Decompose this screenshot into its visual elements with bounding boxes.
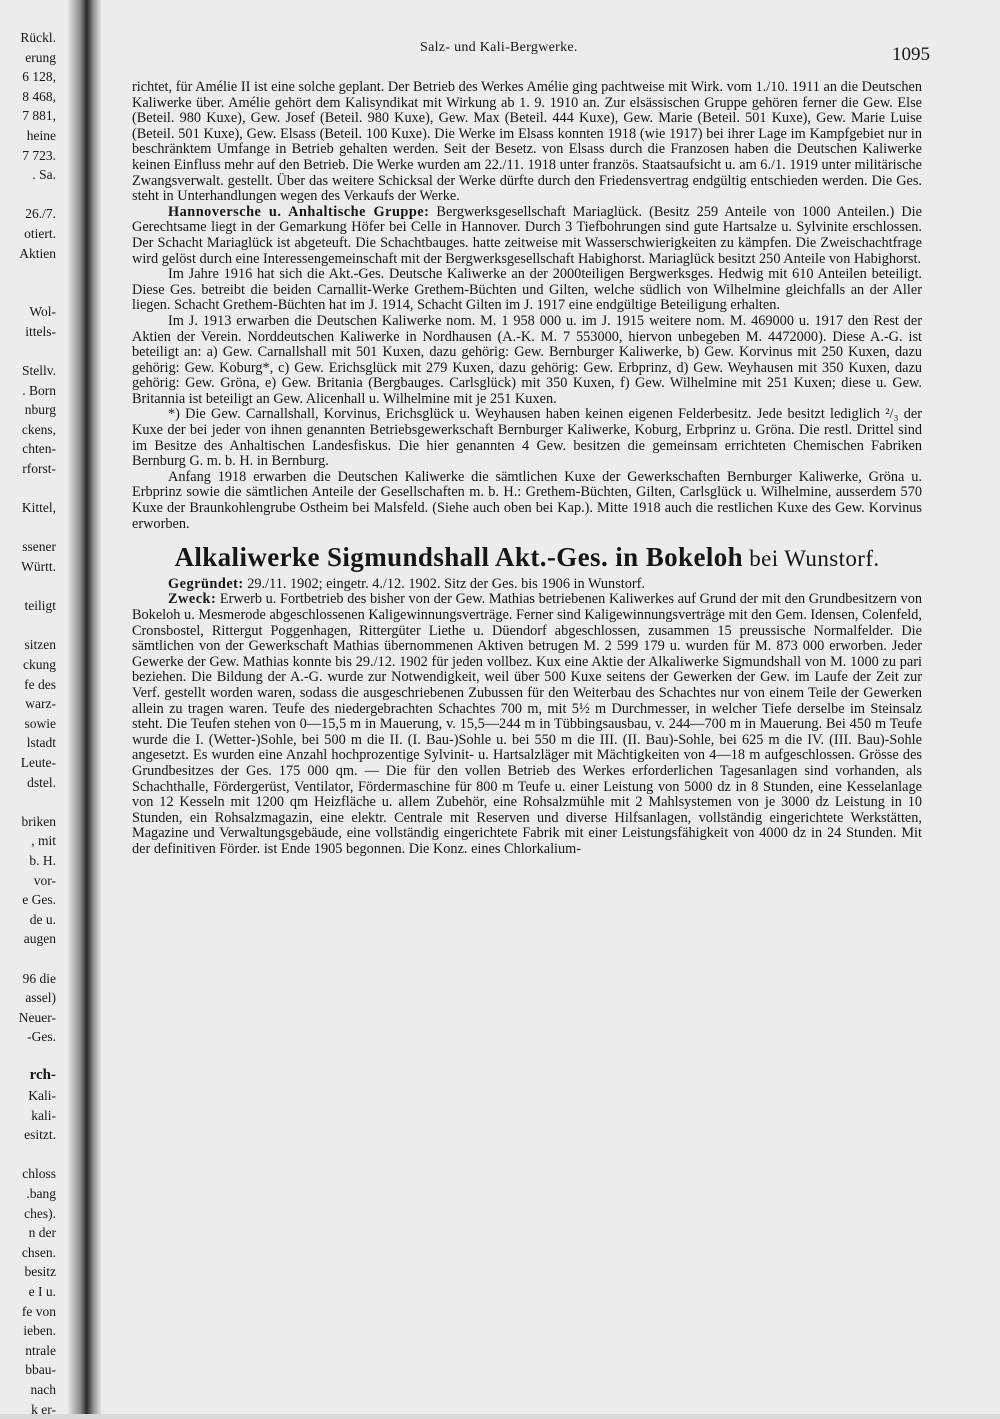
- margin-fragment: teiligt: [24, 598, 56, 614]
- paragraph-hannover-group: Hannoversche u. Anhaltische Gruppe: Bergwerksgesellschaft Mariaglück. (Besitz 259 Anteile von 1000 Anteilen.) Die Gerechtsame liegt in der Gemarkung Höfer bei Celle in Hannover. Durch 3 Tiefbohrungen sind gute Hartsalze u. Sylvinite erschlossen. Der Schacht Mariaglück ist abgeteuft. Die Schachtbauges. hatte zeitweise mit Wasserschwierigkeiten zu kämpfen. Die Zweischachtfrage wird gelöst durch eine Interessengemeinschaft mit der Bergwerksgesellschaft Habighorst. Mariaglück besitzt 250 Anteile von Habighorst.: [132, 203, 922, 267]
- margin-fragment: Leute-: [20, 754, 56, 770]
- margin-fragment: ckens,: [21, 421, 56, 437]
- margin-fragment: [0, 185, 56, 205]
- main-text-column: [132, 80, 922, 858]
- margin-fragment: sowie: [24, 715, 56, 731]
- margin-fragment: [0, 577, 56, 597]
- purpose-paragraph: Zweck: Erwerb u. Fortbetrieb des bisher von der Gew. Mathias betriebenen Kaliwerkes auf Grund der mit den Grundbesitzern von Bokeloh u. Mesmerode abgeschlossenen Kaligewinnungsverträge. Ferner sind Kaligewinnungsverträge mit den Gem. Idensen, Colenfeld, Cronsbostel, Rittergut Poggenhagen, Rittergüter Liethe u. Düendorf abgeschlossen, zusammen 15 preussische Normalfelder. Die sämtlichen von der Gewerkschaft Mathias übernommenen Aktiven betrugen M. 2 599 179 u. wurden für M. 873 000 erworben. Jeder Gewerke der Gew. Mathias konnte bis 29./12. 1902 für jeden vollbez. Kux eine Aktie der Alkaliwerke Sigmundshall von M. 1000 zu pari beziehen. Die Bildung der A.-G. wurde zur Notwendigkeit, weil über 500 Kuxe seitens der Gewerken der Gew. im Laufe der Zeit zur Verf. gestellt worden waren, sodass die ausgeschriebenen Zubussen für den Weiterbau des Schachtes nur von einem Teile der Gewerken allein zu tragen waren. Teufe des niedergebrachten Schachtes 700 m, mit 5½ m Durchmesser, in welcher Tiefe derselbe im Steinsalz steht. Die Teufen stehen von 0—15,5 m in Mauerung, v. 15,5—244 m in Tübbingsausbau, v. 244—700 m in Mauerung. Bei 450 m Teufe wurde die I. (Wetter-)Sohle, bei 500 m die II. (I. Bau-)Sohle u. bei 550 m die III. (II. Bau)-Sohle, bei 625 m die IV. (III. Bau)-Sohle angesetzt. Es wurden eine Anzahl hochprozentige Sylvinit- u. Hartsalzläger mit Mächtigkeiten von 4—18 m aufgeschlossen. Grösse des Grundbesitzes der Ges. 175 000 qm. — Die für den vollen Betrieb des Werkes erforderlichen Tagesanlagen sind vorhanden, als Schachthalle, Fördergerüst, Ventilator, Fördermaschine für 800 m Teufe u. einer Leistung von 5000 dz in 8 Stunden, eine Kesselanlage von 12 Kesseln mit 1200 qm Heizfläche u. allem Zubehör, eine Rohsalzmühle mit 2 Mahlsystemen von je 3000 dz Leistung in 10 Stunden, ein Rohsalzmagazin, eine elektr. Centrale mit Reserven und diverse Hilfsanlagen, vollständig eingerichtete Werkstätten, Magazine und Verwaltungsgebäude, eine vollständig eingerichtete Fabrik mit einer Leistungsfähigkeit von 4000 dz in 24 Stunden. Mit der definitiven Förder. ist Ende 1905 begonnen. Die Konz. eines Chlorkalium-: [132, 591, 922, 857]
- purpose-label: Zweck:: [168, 591, 217, 608]
- founded-label: Gegründet:: [168, 575, 244, 592]
- margin-fragment: dstel.: [27, 774, 56, 790]
- margin-fragment: rch-: [29, 1067, 56, 1084]
- paragraph-alsace-group: richtet, für Amélie II ist eine solche geplant. Der Betrieb des Werkes Amélie ging pachtweise mit Wirk. vom 1./10. 1911 an die Deutschen Kaliwerke über. Amélie gehört dem Kalisyndikat mit Wirkung ab 1. 9. 1910 an. Zur elsässischen Gruppe gehören ferner die Gew. Else (Beteil. 980 Kuxe), Gew. Josef (Beteil. 980 Kuxe), Gew. Max (Beteil. 444 Kuxe), Gew. Marie (Beteil. 501 Kuxe), Gew. Marie Luise (Beteil. 501 Kuxe), Gew. Elsass (Beteil. 100 Kuxe). Die Werke im Elsass konnten 1918 (wie 1917) bei ihrer Lage im Kampfgebiet nur in beschränktem Umfange in Betrieb gehalten werden. Seit der Besetz. von Elsass durch die Franzosen haben die Deutschen Kaliwerke keinen Einfluss mehr auf den Betrieb. Die Werke wurden am 22./11. 1918 unter französ. Staatsaufsicht u. am 6./1. 1919 unter militärische Zwangsverwalt. gestellt. Über das weitere Schicksal der Werke dürfte durch den Friedensvertrag endgültig entschieden werden. Die Ges. steht in Unterhandlungen wegen des Verkaufs der Werke.: [132, 79, 922, 205]
- margin-fragment: Rückl.: [20, 30, 56, 45]
- margin-fragment: warz-: [25, 696, 56, 712]
- margin-fragment: erung: [25, 49, 56, 65]
- margin-fragment: Wol-: [29, 304, 56, 320]
- margin-fragment: [0, 792, 56, 812]
- margin-fragment: 7 723.: [22, 147, 56, 163]
- margin-fragment: lstadt: [26, 735, 56, 751]
- margin-fragment: rforst-: [22, 461, 56, 477]
- margin-fragment: nburg: [24, 402, 56, 418]
- margin-fragment: [0, 479, 56, 499]
- margin-fragment: .bang: [26, 1186, 56, 1202]
- book-gutter: [66, 0, 102, 1414]
- margin-fragment: esitzt.: [24, 1127, 56, 1143]
- margin-fragment: fe von: [21, 1303, 56, 1319]
- margin-fragment: [0, 263, 56, 283]
- margin-fragment: 8 468,: [22, 88, 56, 104]
- margin-fragment: ieben.: [23, 1323, 56, 1339]
- margin-fragment: augen: [23, 931, 56, 947]
- margin-fragment: -Ges.: [27, 1029, 56, 1045]
- margin-fragment: ckung: [23, 657, 56, 672]
- margin-fragment: besitz: [24, 1264, 56, 1280]
- margin-fragment: nach: [30, 1381, 56, 1397]
- margin-fragment: chsen.: [21, 1244, 56, 1260]
- margin-fragment: Württ.: [21, 559, 56, 575]
- margin-fragment: otiert.: [24, 225, 56, 241]
- margin-fragment: e I u.: [28, 1284, 56, 1299]
- margin-fragment: b. H.: [29, 852, 56, 868]
- margin-fragment: kali-: [31, 1107, 56, 1123]
- margin-fragment: , mit: [31, 833, 56, 849]
- running-title: Salz- und Kali-Bergwerke.: [420, 40, 578, 55]
- margin-fragment: vor-: [33, 872, 56, 888]
- margin-fragment: chloss: [22, 1166, 56, 1182]
- page-number: 1095: [892, 44, 930, 65]
- margin-fragment: [0, 1145, 56, 1165]
- margin-fragment: chten-: [22, 441, 56, 457]
- previous-page-margin-text: [0, 28, 56, 1419]
- margin-fragment: e Ges.: [22, 892, 56, 908]
- margin-fragment: 7 881,: [22, 108, 56, 124]
- paragraph-hedwig: Im Jahre 1916 hat sich die Akt.-Ges. Deutsche Kaliwerke an der 2000teiligen Bergwerksges. Hedwig mit 610 Anteilen beteiligt. Diese Ges. betreibt die beiden Carnallit-Werke Grethem-Büchten und Gilten, welche südlich von Wilhelmine gleichfalls an der Aller liegen. Schacht Grethem-Büchten hat im J. 1914, Schacht Gilten im J. 1917 eine endgültige Beteiligung erhalten.: [132, 266, 922, 314]
- margin-fragment: [0, 283, 56, 303]
- founded-paragraph: Gegründet: 29./11. 1902; eingetr. 4./12. 1902. Sitz der Ges. bis 1906 in Wunstorf.: [168, 575, 645, 592]
- margin-fragment: sitzen: [24, 637, 56, 653]
- margin-fragment: [0, 518, 56, 538]
- paragraph-1918-acquisition: Anfang 1918 erwarben die Deutschen Kaliwerke die sämtlichen Kuxe der Gewerkschaften Bernburger Kaliwerke, Gröna u. Erbprinz sowie die sämtlichen Anteile der Gesellschaften m. b. H.: Grethem-Büchten, Gilten, Carlsglück u. Wilhelmine, ausserdem 570 Kuxe der Braunkohlengrube Ostheim bei Malsfeld. (Siehe auch oben bei Kap.). Mitte 1918 auch die restlichen Kuxe des Gew. Korvinus erworben.: [132, 468, 922, 532]
- margin-fragment: [0, 342, 56, 362]
- margin-fragment: fe des: [24, 676, 56, 692]
- margin-fragment: [0, 616, 56, 636]
- margin-fragment: [0, 949, 56, 969]
- margin-fragment: Kittel,: [21, 500, 56, 516]
- paragraph-norddeutsche: Im J. 1913 erwarben die Deutschen Kaliwerke nom. M. 1 958 000 u. im J. 1915 weitere nom. M. 469000 u. 1917 den Rest der Aktien der Verein. Norddeutschen Kaliwerke in Nordhausen (A.-K. M. 7 553000, hiervon unbegeben M. 4472000). Diese A.-G. ist beteiligt an: a) Gew. Carnallshall mit 501 Kuxen, dazu gehörig: Gew. Bernburger Kaliwerke, b) Gew. Korvinus mit 250 Kuxen, dazu gehörig: Gew. Koburg*, c) Gew. Erichsglück mit 279 Kuxen, dazu gehörig: Gew. Erbprinz, d) Gew. Weyhausen mit 350 Kuxen, dazu gehörig: Gew. Gröna, e) Gew. Britania (Bergbauges. Carlsglück) mit 350 Kuxen, f) Gew. Wilhelmine mit 251 Kuxen; diese u. Gew. Britannia ist beteiligt an Gew. Alicenhall u. Wilhelmine mit je 251 Kuxen.: [132, 312, 922, 407]
- margin-fragment: heine: [26, 127, 56, 143]
- margin-fragment: Aktien: [19, 245, 56, 261]
- margin-fragment: [0, 1047, 56, 1067]
- margin-fragment: Stellv.: [21, 363, 56, 379]
- margin-fragment: k er-: [31, 1401, 56, 1417]
- margin-fragment: ittels-: [25, 323, 56, 339]
- margin-fragment: . Sa.: [32, 167, 56, 183]
- footnote-paragraph: *) Die Gew. Carnallshall, Korvinus, Erichsglück u. Weyhausen haben keinen eigenen Felderbesitz. Jede besitzt lediglich ²/₃ der Kuxe der bei jeder von ihnen genannten Betriebsgewerkschaft Bernburger Kaliwerke, Koburg, Erbprinz u. Gröna. Die restl. Drittel sind im Besitze des Anhaltischen Landesfiskus. Die hier genannten 4 Gew. besitzen die gemeinsam errichteten Chemischen Fabriken Bernburg G. m. b. H. in Bernburg.: [132, 406, 922, 470]
- margin-fragment: . Born: [22, 382, 56, 398]
- margin-fragment: assel): [25, 990, 56, 1006]
- margin-fragment: ssener: [22, 539, 56, 555]
- margin-fragment: Kali-: [28, 1088, 56, 1104]
- margin-fragment: 96 die: [22, 970, 56, 986]
- margin-fragment: bbau-: [25, 1362, 56, 1378]
- margin-fragment: briken: [21, 813, 56, 829]
- section-heading: Hannoversche u. Anhaltische Gruppe:: [168, 203, 430, 220]
- margin-fragment: ntrale: [25, 1342, 56, 1358]
- margin-fragment: de u.: [29, 911, 56, 927]
- margin-fragment: Neuer-: [18, 1009, 56, 1025]
- margin-fragment: ches).: [24, 1205, 56, 1221]
- margin-fragment: n der: [28, 1225, 56, 1241]
- margin-fragment: 6 128,: [22, 69, 56, 85]
- company-heading: Alkaliwerke Sigmundshall Akt.-Ges. in Bokeloh bei Wunstorf.: [174, 542, 880, 573]
- margin-fragment: 26./7.: [25, 206, 56, 222]
